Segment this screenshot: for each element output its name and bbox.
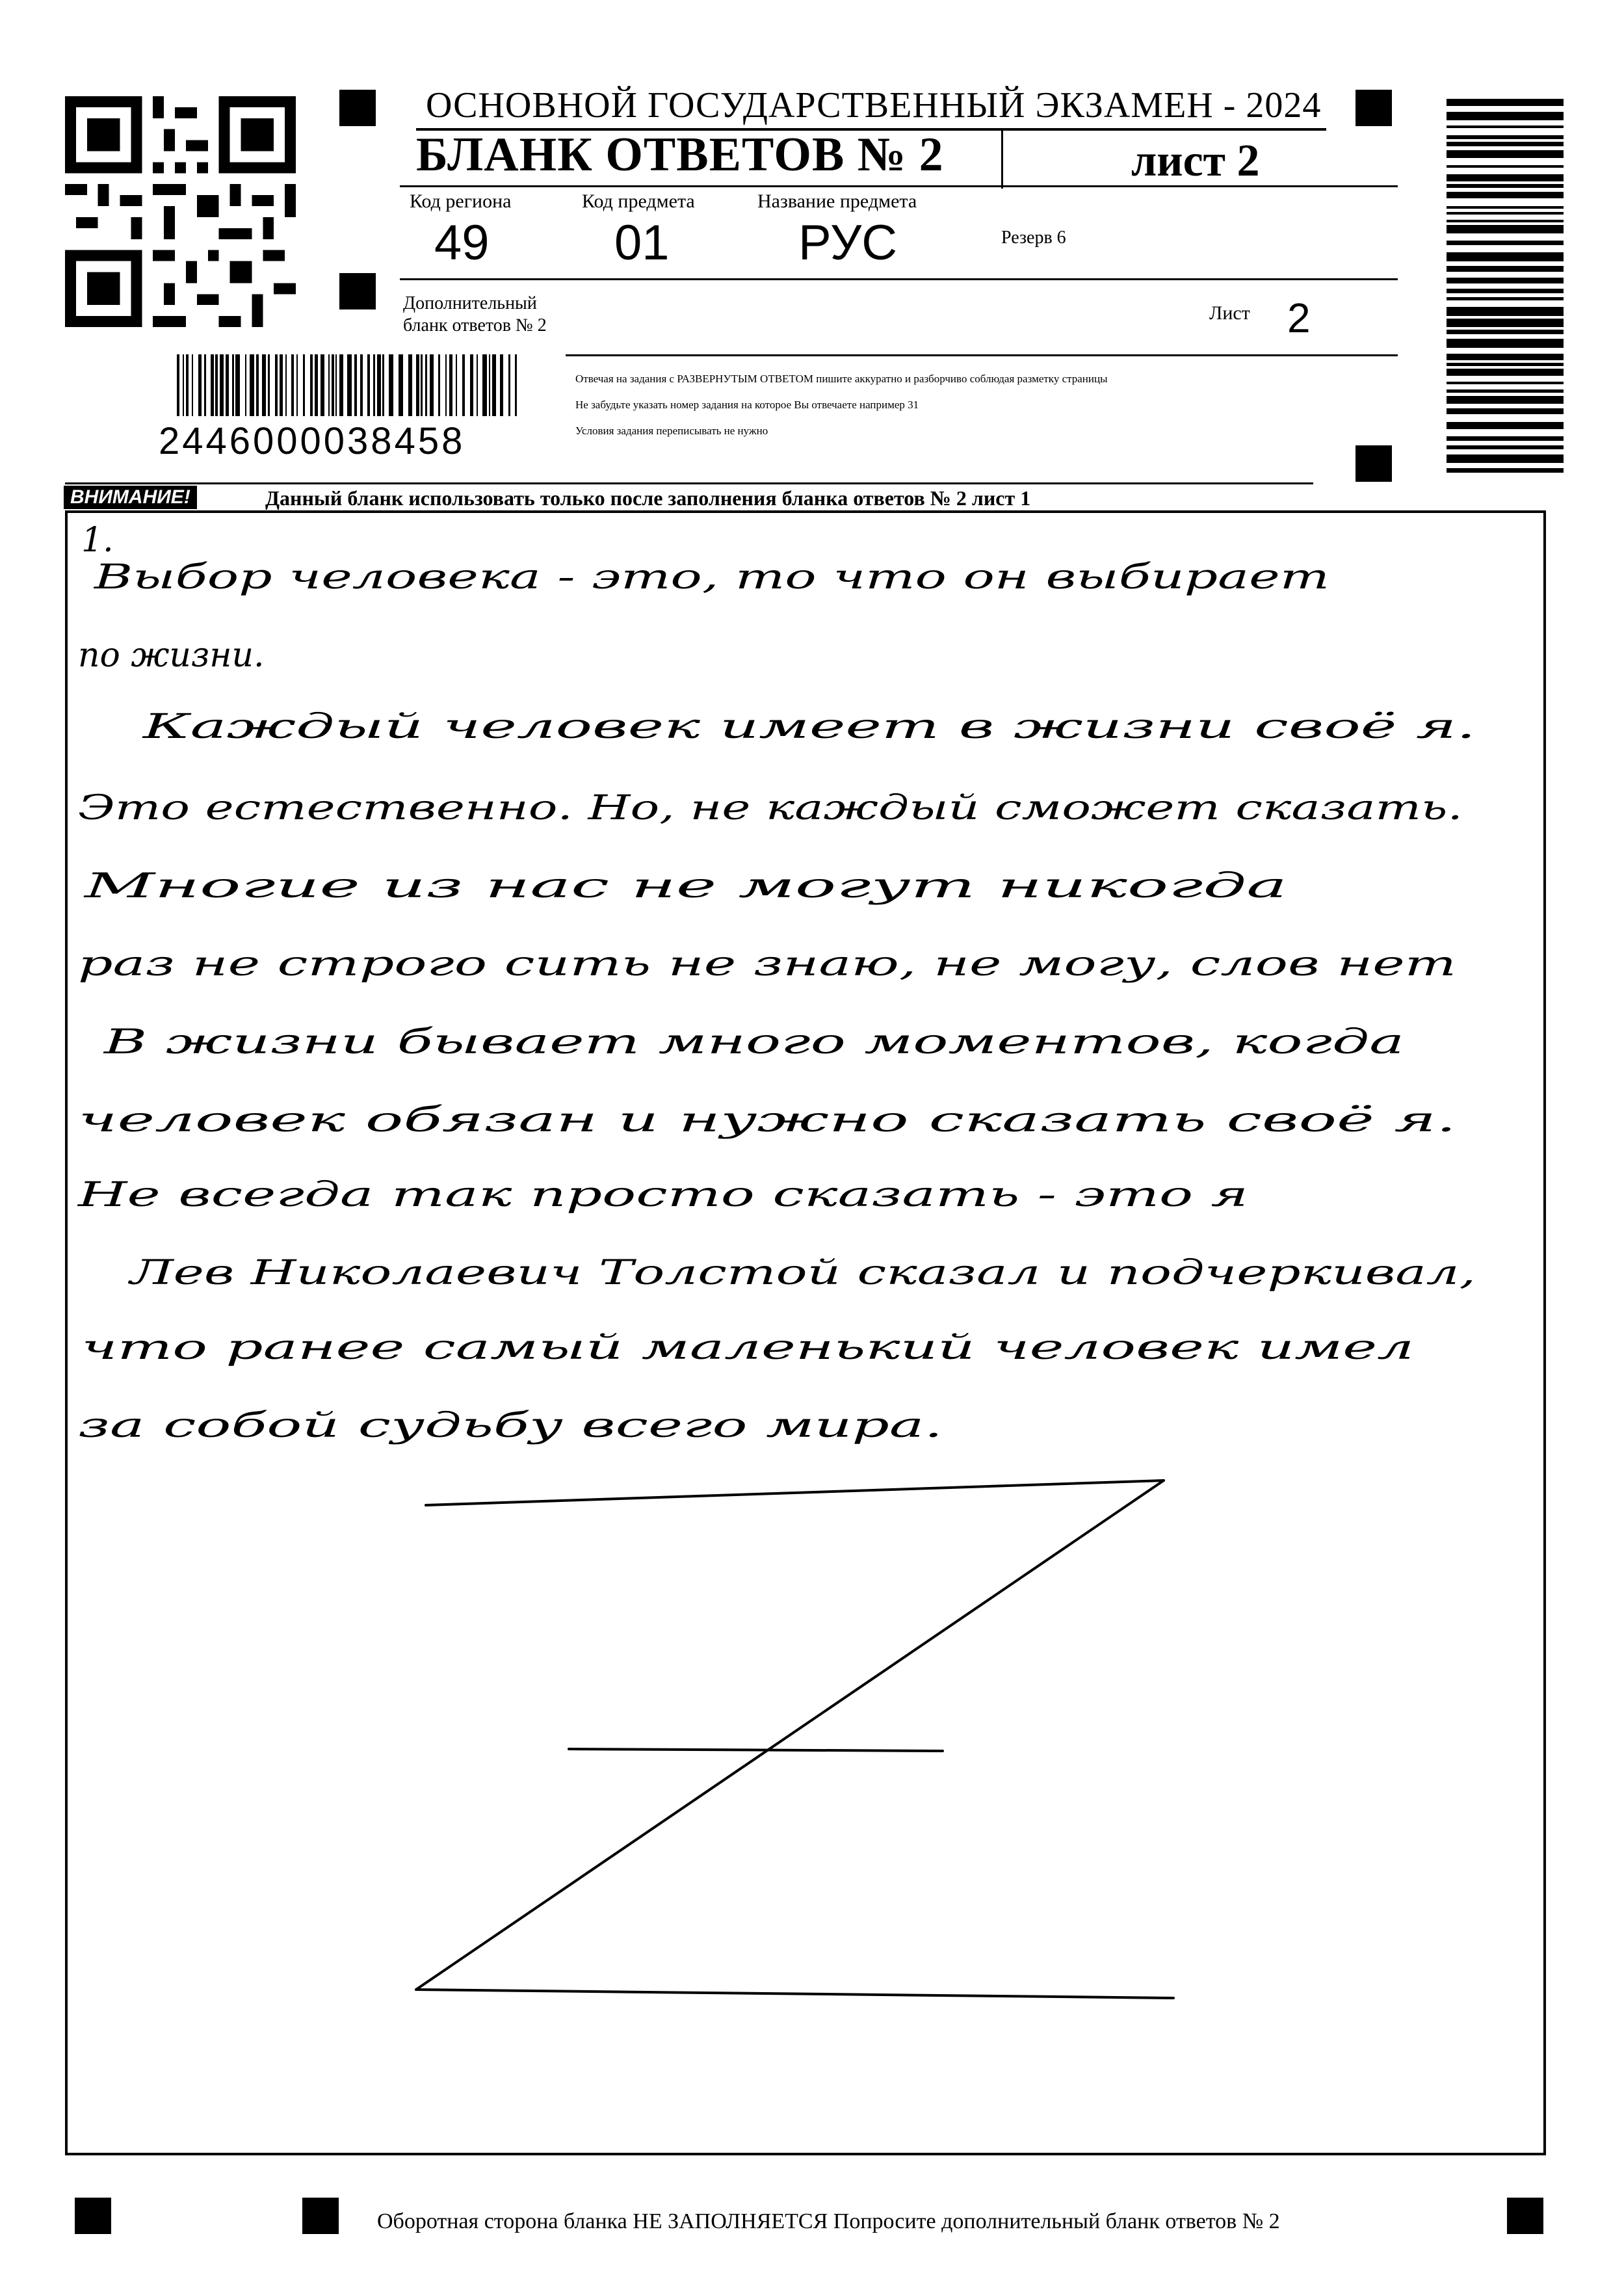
barcode-bar <box>1447 212 1564 215</box>
barcode-bar <box>382 354 384 416</box>
barcode-bar <box>226 354 229 416</box>
handwritten-line: В жизни бывает много моментов, когда <box>103 1023 1405 1062</box>
barcode-bar <box>250 354 254 416</box>
qr-code <box>65 96 296 327</box>
barcode-bar <box>1447 225 1564 233</box>
barcode-bar <box>335 354 337 416</box>
region-label: Код региона <box>410 191 512 212</box>
subject-name-label: Название предмета <box>757 191 917 212</box>
barcode-bar <box>354 354 357 416</box>
barcode-bar <box>220 354 224 416</box>
barcode-bar <box>211 354 214 416</box>
handwritten-line: по жизни. <box>78 636 265 675</box>
instruction-line: Не забудьте указать номер задания на которое Вы отвечаете например 31 <box>575 399 919 411</box>
barcode-bar <box>1447 135 1564 139</box>
barcode-bar <box>1447 266 1564 272</box>
task-number: 1. <box>81 521 114 560</box>
barcode-bar <box>421 354 423 416</box>
handwritten-line: Многие из нас не могут никогда <box>83 867 1288 906</box>
alignment-marker <box>339 273 376 309</box>
barcode-bar <box>296 354 298 416</box>
barcode-bar <box>1447 99 1564 106</box>
barcode-bar <box>215 354 218 416</box>
barcode-bar <box>328 354 330 416</box>
barcode-bar <box>1447 454 1564 463</box>
handwritten-line: Лев Николаевич Толстой сказал и подчеркивал, <box>127 1254 1476 1293</box>
alignment-marker <box>75 2198 111 2234</box>
barcode-bar <box>1447 445 1564 449</box>
divider <box>400 278 1398 280</box>
handwritten-line: за собой судьбу всего мира. <box>78 1406 943 1445</box>
barcode-bar <box>291 354 294 416</box>
barcode-bar <box>1447 150 1564 158</box>
barcode-bar <box>1447 363 1564 366</box>
barcode-bar <box>1447 289 1564 293</box>
barcode-bar <box>489 354 490 416</box>
barcode-bar <box>275 354 278 416</box>
reserve-label: Резерв 6 <box>1001 228 1066 248</box>
handwritten-line: Каждый человек имеет в жизни своё я. <box>142 707 1476 746</box>
barcode-bar <box>347 354 352 416</box>
additional-label-line: Дополнительный <box>403 293 537 313</box>
barcode-bar <box>1447 330 1564 334</box>
barcode-bar <box>332 354 334 416</box>
handwritten-line: Это естественно. Но, не каждый сможет сказать. <box>78 789 1463 828</box>
footer-note: Оборотная сторона бланка НЕ ЗАПОЛНЯЕТСЯ Попросите дополнительный бланк ответов № 2 <box>377 2209 1280 2233</box>
barcode-bar <box>430 354 434 416</box>
barcode-bar <box>285 354 287 416</box>
barcode-bar <box>515 354 517 416</box>
handwritten-line: что ранее самый маленький человек имел <box>81 1328 1414 1367</box>
barcode-bar <box>1447 252 1564 261</box>
barcode-bar <box>1447 389 1564 393</box>
barcode-bar <box>1447 192 1564 198</box>
instruction-line: Условия задания переписывать не нужно <box>575 425 768 437</box>
barcode-bar <box>1447 468 1564 473</box>
barcode-bar <box>508 354 510 416</box>
alignment-marker <box>1356 445 1392 482</box>
sheet-number-label: Лист <box>1209 302 1250 324</box>
barcode-bar <box>377 354 381 416</box>
attention-badge: ВНИМАНИЕ! <box>64 486 197 509</box>
barcode-bar <box>449 354 452 416</box>
divider <box>566 354 1398 356</box>
barcode-bar <box>399 354 403 416</box>
barcode-bar <box>500 354 503 416</box>
barcode-bar <box>192 354 193 416</box>
instruction-line: Отвечая на задания с РАЗВЕРНУТЫМ ОТВЕТОМ пишите аккуратно и разборчиво соблюдая разметку страницы <box>575 373 1108 385</box>
barcode-bar <box>315 354 318 416</box>
barcode-bar <box>1447 369 1564 376</box>
barcode-bar <box>303 354 305 416</box>
barcode-bar <box>245 354 246 416</box>
barcode-bar <box>445 354 447 416</box>
barcode-bar <box>1447 422 1564 429</box>
barcode-bar <box>477 354 478 416</box>
barcode-bar <box>462 354 465 416</box>
z-strikeout <box>65 510 1546 2155</box>
region-value: 49 <box>434 215 490 270</box>
barcode-bar <box>389 354 393 416</box>
barcode-bar <box>373 354 375 416</box>
alignment-marker <box>339 90 376 126</box>
barcode-bar <box>1447 408 1564 414</box>
barcode-bar <box>1447 241 1564 245</box>
handwritten-line: Не всегда так просто сказать - это я <box>77 1176 1249 1215</box>
barcode-bar <box>1447 112 1564 120</box>
handwritten-line: Выбор человека - это, то что он выбирает <box>93 558 1329 597</box>
barcode-bar <box>416 354 419 416</box>
alignment-marker <box>302 2198 339 2234</box>
subject-name-value: РУС <box>798 215 898 270</box>
sheet-label: лист 2 <box>1131 136 1260 186</box>
divider <box>1001 130 1003 189</box>
divider <box>65 482 1313 484</box>
subject-code-value: 01 <box>614 215 670 270</box>
barcode-bar <box>310 354 313 416</box>
barcode <box>1447 99 1564 473</box>
barcode-bar <box>232 354 234 416</box>
sheet-number-value: 2 <box>1287 295 1311 341</box>
barcode-bar <box>339 354 343 416</box>
barcode-bar <box>1447 165 1564 168</box>
additional-blank-label <box>403 293 547 337</box>
subject-code-label: Код предмета <box>582 191 695 212</box>
barcode-bar <box>280 354 283 416</box>
blank-title: БЛАНК ОТВЕТОВ № 2 <box>416 128 944 181</box>
barcode-bar <box>456 354 457 416</box>
barcode-bar <box>262 354 266 416</box>
barcode-bar <box>425 354 427 416</box>
barcode-bar <box>186 354 189 416</box>
barcode-bar <box>198 354 202 416</box>
alignment-marker <box>1507 2198 1543 2234</box>
alignment-marker <box>1356 90 1392 126</box>
barcode-bar <box>1447 382 1564 384</box>
barcode-bar <box>268 354 270 416</box>
barcode-bar <box>1447 339 1564 348</box>
barcode-bar <box>1447 174 1564 181</box>
barcode-bar <box>1447 436 1564 441</box>
barcode-number: 2446000038458 <box>159 420 465 462</box>
barcode-bar <box>256 354 259 416</box>
barcode-bar <box>438 354 440 416</box>
barcode-bar <box>1447 125 1564 128</box>
barcode-bar <box>482 354 487 416</box>
barcode-bar <box>360 354 363 416</box>
additional-label-line: бланк ответов № 2 <box>403 315 547 335</box>
barcode-bar <box>1447 206 1564 209</box>
handwritten-line: раз не строго сить не знаю, не могу, слов нет <box>78 945 1456 984</box>
handwritten-line: человек обязан и нужно сказать своё я. <box>78 1101 1456 1140</box>
exam-title: ОСНОВНОЙ ГОСУДАРСТВЕННЫЙ ЭКЗАМЕН - 2024 <box>426 85 1322 125</box>
barcode-bar <box>408 354 412 416</box>
attention-text: Данный бланк использовать только после заполнения бланка ответов № 2 лист 1 <box>265 486 1031 510</box>
barcode-bar <box>177 354 179 416</box>
barcode-bar <box>470 354 473 416</box>
barcode-bar <box>1447 319 1564 327</box>
barcode-bar <box>1447 142 1564 146</box>
barcode-bar <box>1447 297 1564 300</box>
divider <box>400 185 1398 187</box>
barcode-bar <box>183 354 184 416</box>
barcode-bar <box>1447 396 1564 404</box>
barcode-bar <box>1447 307 1564 316</box>
barcode-bar <box>1447 354 1564 360</box>
barcode-bar <box>492 354 496 416</box>
barcode-bar <box>1447 184 1564 188</box>
barcode-bar <box>1447 220 1564 222</box>
barcode-bar <box>235 354 240 416</box>
barcode-bar <box>1447 278 1564 283</box>
barcode-bar <box>204 354 206 416</box>
barcode-bar <box>367 354 370 416</box>
barcode-bar <box>321 354 324 416</box>
